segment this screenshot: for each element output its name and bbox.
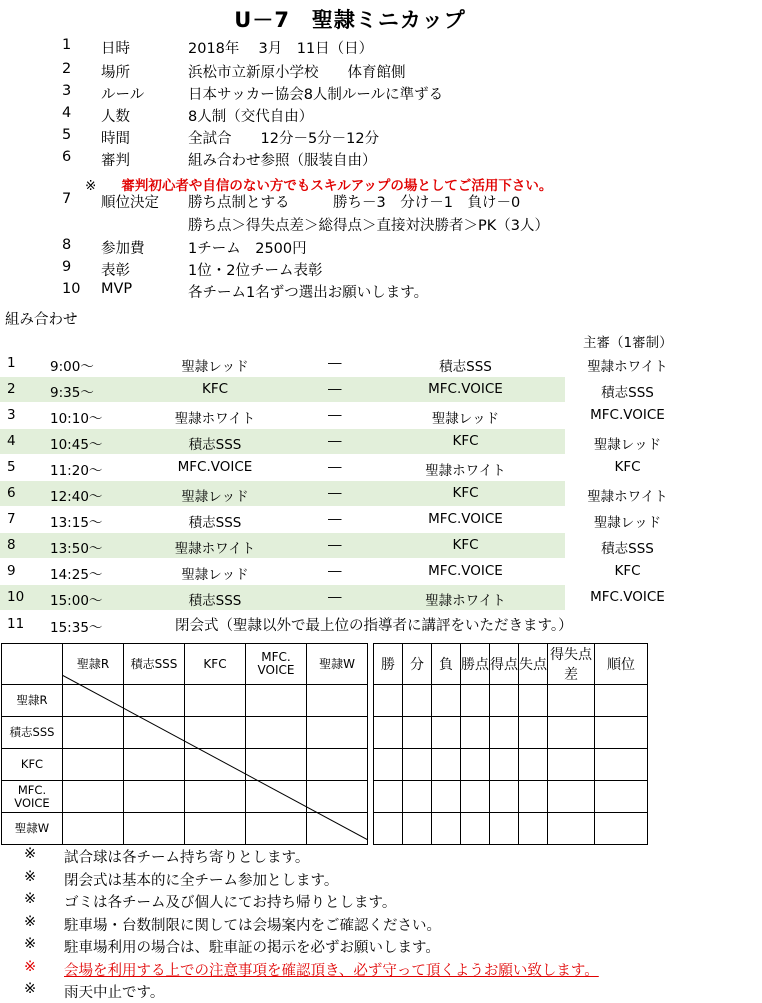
info-label: 審判 (101, 153, 130, 169)
away-team: KFC (452, 485, 479, 501)
stat-cell (519, 749, 548, 781)
footnote-text: 駐車場利用の場合は、駐車証の掲示を必ずお願いします。 (64, 940, 440, 956)
stat-cell (548, 685, 595, 717)
referee-column-header: 主審（1審制） (583, 335, 673, 351)
footnote (0, 914, 762, 936)
row-number: 9 (7, 563, 16, 579)
team-row-header: KFC (2, 749, 63, 781)
stat-cell (548, 749, 595, 781)
stat-cell (403, 717, 432, 749)
stat-cell (548, 717, 595, 749)
info-label: 人数 (101, 109, 130, 125)
match-row (0, 403, 762, 427)
stat-cell (403, 813, 432, 845)
info-label: 場所 (101, 65, 130, 81)
team-row-header: 聖隷R (2, 685, 63, 717)
team-column-header: MFC. VOICE (246, 644, 307, 685)
home-team: MFC.VOICE (177, 459, 253, 475)
stat-cell (432, 781, 461, 813)
referee-team: KFC (614, 563, 641, 579)
row-time: 9:00～ (50, 359, 94, 375)
stat-column-header: 分 (403, 644, 432, 685)
info-number: 7 (62, 191, 72, 207)
home-team: 聖隷レッド (181, 567, 249, 583)
row-number: 10 (7, 589, 25, 605)
footnote (0, 846, 762, 868)
versus-dash: ― (328, 355, 342, 371)
info-number: 1 (62, 37, 72, 53)
footnote-text: 試合球は各チーム持ち寄りとします。 (64, 850, 310, 866)
stat-cell (461, 717, 490, 749)
referee-note (85, 174, 552, 194)
footnote-mark: ※ (24, 913, 37, 930)
info-number: 5 (62, 127, 72, 143)
row-time: 13:50～ (50, 541, 103, 557)
home-team: 聖隷ホワイト (174, 541, 256, 557)
stat-cell (519, 781, 548, 813)
match-row (0, 559, 762, 583)
row-time: 14:25～ (50, 567, 103, 583)
match-row (0, 351, 762, 375)
info-value: 各チーム1名ずつ選出お願いします。 (188, 285, 429, 301)
versus-dash: ― (328, 537, 342, 553)
info-label: 日時 (101, 41, 130, 57)
row-time: 15:00～ (50, 593, 103, 609)
footnote (0, 959, 762, 981)
footnote-text: 閉会式は基本的に全チーム参加とします。 (64, 872, 339, 889)
stat-cell (595, 717, 648, 749)
info-number: 8 (62, 237, 72, 253)
stat-cell (595, 685, 648, 717)
info-value: 日本サッカー協会8人制ルールに準ずる (188, 87, 444, 103)
stat-column-header: 順位 (595, 644, 648, 685)
stat-cell (432, 749, 461, 781)
info-value: 2018年 3月 11日（日） (188, 41, 374, 57)
referee-team: 聖隷ホワイト (587, 489, 668, 505)
stat-cell (519, 685, 548, 717)
footnote-mark: ※ (24, 958, 37, 975)
row-time: 10:10～ (50, 411, 103, 427)
footnote (0, 869, 762, 891)
note-mark: ※ (85, 178, 97, 194)
home-team: 積志SSS (188, 515, 242, 531)
team-row-header: MFC. VOICE (2, 781, 63, 813)
away-team: 聖隷ホワイト (425, 463, 506, 479)
info-value: 組み合わせ参照（服装自由） (188, 153, 377, 169)
team-column-header: 聖隷R (63, 644, 124, 685)
row-number: 11 (7, 616, 25, 632)
away-team: 聖隷レッド (431, 411, 500, 427)
stat-cell (519, 717, 548, 749)
away-team: MFC.VOICE (428, 381, 503, 397)
versus-dash: ― (328, 485, 342, 501)
stat-cell (374, 717, 403, 749)
row-time: 10:45～ (50, 437, 103, 453)
referee-team: MFC.VOICE (590, 589, 665, 605)
standings-diagonal (62, 675, 368, 840)
team-row-header: 積志SSS (2, 717, 63, 749)
info-number: 6 (62, 149, 72, 165)
closing-text: 閉会式（聖隷以外で最上位の指導者に講評をいただきます。） (175, 618, 573, 634)
stat-cell (519, 813, 548, 845)
stat-cell (432, 685, 461, 717)
home-team: 聖隷ホワイト (174, 411, 256, 427)
info-item (0, 37, 762, 59)
referee-team: 聖隷ホワイト (587, 359, 668, 375)
info-number: 9 (62, 259, 72, 275)
match-row (0, 585, 762, 609)
info-value: 8人制（交代自由） (188, 109, 314, 125)
stat-cell (490, 717, 519, 749)
stat-cell (374, 685, 403, 717)
page-title: U－7 聖隷ミニカップ (234, 8, 466, 32)
stat-cell (461, 749, 490, 781)
footnote-text: 会場を利用する上での注意事項を確認頂き、必ず守って頂くようお願い致します。 (64, 962, 599, 979)
stat-cell (490, 749, 519, 781)
stat-column-header: 勝点 (461, 644, 490, 685)
info-number: 2 (62, 61, 72, 77)
away-team: KFC (452, 537, 479, 553)
team-column-header: 積志SSS (124, 644, 185, 685)
footnote-mark: ※ (24, 868, 37, 885)
closing-ceremony-row (0, 612, 762, 636)
team-row-header: 聖隷W (2, 813, 63, 845)
stat-cell (461, 685, 490, 717)
versus-dash: ― (328, 407, 342, 423)
home-team: KFC (201, 381, 229, 397)
home-team: 聖隷レッド (181, 359, 249, 375)
stat-cell (374, 749, 403, 781)
stat-cell (548, 781, 595, 813)
info-label: 参加費 (101, 241, 145, 257)
away-team: 聖隷ホワイト (425, 593, 506, 609)
info-item (0, 259, 762, 281)
match-row (0, 455, 762, 479)
referee-team: 聖隷レッド (593, 515, 662, 531)
info-item (0, 127, 762, 149)
stat-cell (403, 781, 432, 813)
footnote (0, 936, 762, 958)
footnote-text: 雨天中止です。 (64, 985, 165, 1001)
versus-dash: ― (328, 433, 342, 449)
row-time: 13:15～ (50, 515, 103, 531)
referee-team: 積志SSS (601, 541, 654, 557)
stat-cell (403, 749, 432, 781)
row-number: 8 (7, 537, 16, 553)
info-item (0, 105, 762, 127)
referee-team: 積志SSS (601, 385, 654, 401)
info-value: 全試合 12分－5分－12分 (188, 131, 380, 147)
info-item (0, 83, 762, 105)
ranking-rule-line2: 勝ち点＞得失点差＞総得点＞直接対決勝者＞PK（3人） (188, 218, 549, 234)
team-column-header: 聖隷W (307, 644, 368, 685)
row-time: 9:35～ (50, 385, 94, 401)
versus-dash: ― (328, 563, 342, 579)
match-row (0, 533, 762, 557)
info-item (0, 281, 762, 303)
away-team: KFC (452, 433, 479, 449)
stat-column-header: 勝 (374, 644, 403, 685)
referee-team: KFC (614, 459, 641, 475)
corner-cell (2, 644, 63, 685)
home-team: 積志SSS (188, 437, 242, 453)
stat-cell (595, 781, 648, 813)
stat-cell (548, 813, 595, 845)
referee-team: MFC.VOICE (590, 407, 665, 423)
match-row (0, 507, 762, 531)
stat-cell (595, 813, 648, 845)
versus-dash: ― (328, 589, 342, 605)
info-value: 1チーム 2500円 (188, 241, 307, 257)
versus-dash: ― (328, 459, 342, 475)
stat-cell (461, 781, 490, 813)
away-team: MFC.VOICE (428, 563, 503, 579)
stat-cell (403, 685, 432, 717)
stat-cell (490, 685, 519, 717)
away-team: MFC.VOICE (428, 511, 503, 527)
row-number: 2 (7, 381, 16, 397)
info-item (0, 61, 762, 83)
row-number: 4 (7, 433, 16, 449)
info-item (0, 149, 762, 171)
team-column-header: KFC (185, 644, 246, 685)
stat-cell (374, 781, 403, 813)
versus-dash: ― (328, 381, 342, 397)
footnote-mark: ※ (24, 936, 37, 952)
stat-column-header: 得失点差 (548, 644, 595, 685)
home-team: 聖隷レッド (181, 489, 249, 505)
home-team: 積志SSS (188, 593, 242, 609)
info-label: ルール (101, 87, 145, 103)
info-number: 3 (62, 83, 72, 99)
stat-cell (490, 813, 519, 845)
info-label: 時間 (101, 131, 130, 147)
stat-cell (595, 749, 648, 781)
note-text: 審判初心者や自信のない方でもスキルアップの場としてご活用下さい。 (121, 178, 553, 194)
row-number: 1 (7, 355, 16, 371)
info-value: 勝ち点制とする 勝ち－3 分け－1 負け－0 (188, 195, 521, 211)
stat-column-header: 得点 (490, 644, 519, 685)
schedule-label: 組み合わせ (5, 312, 78, 328)
referee-team: 聖隷レッド (593, 437, 662, 453)
versus-dash: ― (328, 511, 342, 527)
stat-cell (432, 813, 461, 845)
stat-cell (374, 813, 403, 845)
stat-cell (461, 813, 490, 845)
row-time: 12:40～ (50, 489, 103, 505)
info-item (0, 237, 762, 259)
footnote-mark: ※ (24, 981, 37, 997)
row-time: 11:20～ (50, 463, 103, 479)
stat-cell (432, 717, 461, 749)
footnote-mark: ※ (24, 846, 37, 862)
footnote-mark: ※ (24, 891, 37, 907)
info-item (0, 191, 762, 213)
stat-column-header: 負 (432, 644, 461, 685)
info-label: 順位決定 (101, 195, 159, 211)
row-number: 3 (7, 407, 16, 423)
info-value: 1位・2位チーム表彰 (188, 263, 323, 279)
info-number: 10 (62, 281, 81, 297)
row-number: 5 (7, 459, 16, 475)
row-number: 7 (7, 511, 16, 527)
info-label: 表彰 (101, 263, 130, 279)
stat-cell (490, 781, 519, 813)
match-row (0, 481, 762, 505)
stat-column-header: 失点 (519, 644, 548, 685)
match-row (0, 377, 762, 401)
info-label: MVP (101, 281, 133, 297)
footnote-text: 駐車場・台数制限に関しては会場案内をご確認ください。 (64, 917, 441, 934)
info-number: 4 (62, 105, 72, 121)
footnote-text: ゴミは各チーム及び個人にてお持ち帰りとします。 (64, 895, 397, 911)
row-number: 6 (7, 485, 16, 501)
footnote (0, 891, 762, 913)
diagonal-line (62, 675, 368, 840)
match-row (0, 429, 762, 453)
info-value: 浜松市立新原小学校 体育館側 (188, 65, 406, 81)
row-time: 15:35～ (50, 620, 103, 636)
away-team: 積志SSS (439, 359, 492, 375)
